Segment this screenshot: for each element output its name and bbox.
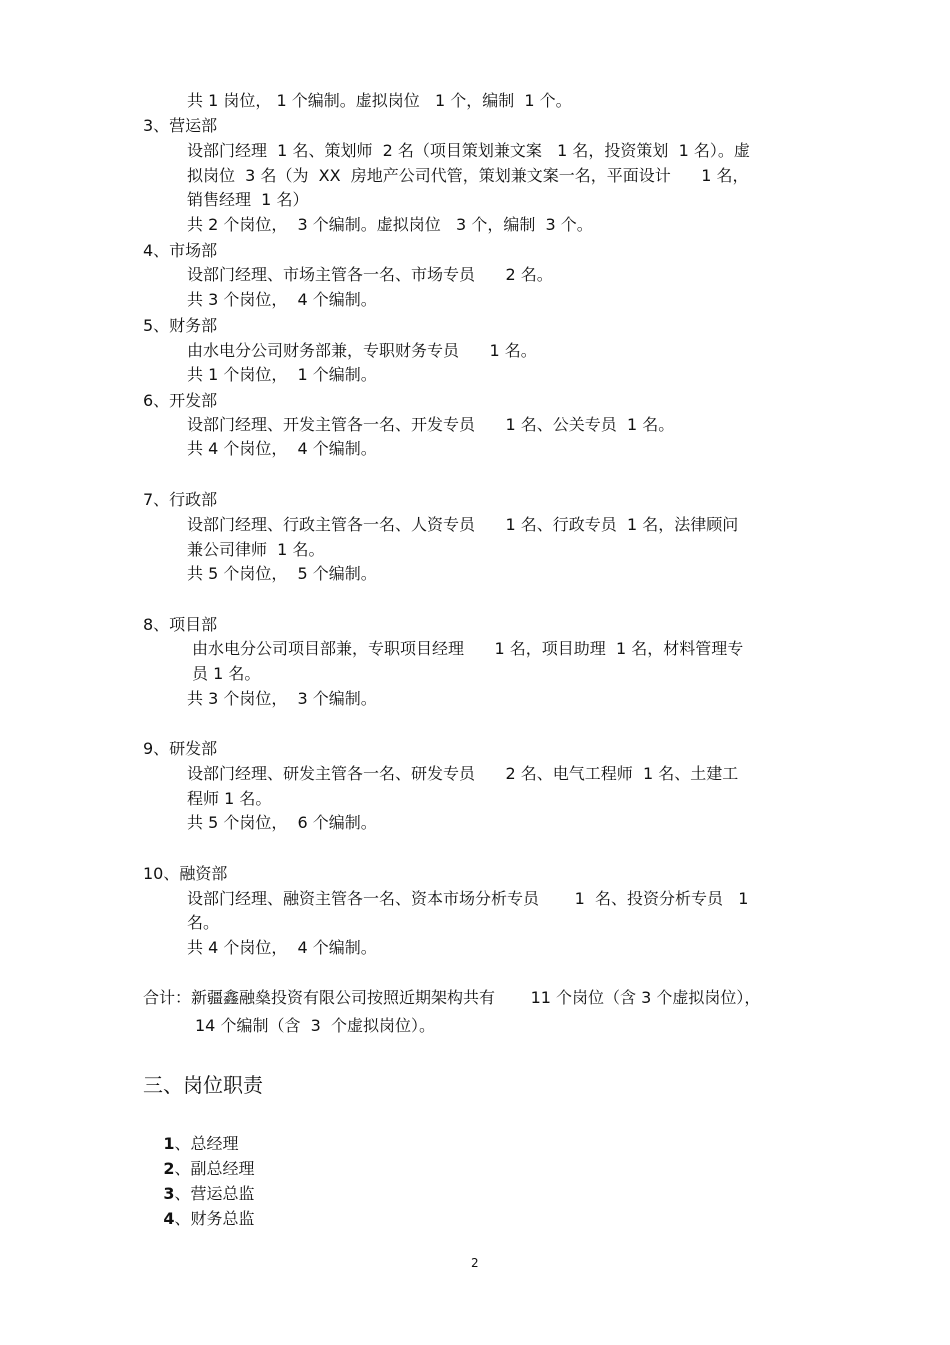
dept-heading-xiangmu: 8、项目部 [143, 615, 218, 634]
total-summary-cont: 14 个编制（含 3 个虚拟岗位）。 [195, 1016, 435, 1035]
text-line: 共 5 个岗位， 6 个编制。 [187, 813, 377, 832]
total-summary: 合计：新疆鑫融燊投资有限公司按照近期架构共有 11 个岗位（含 3 个虚拟岗位）， [143, 988, 761, 1007]
duty-number: 4 [163, 1209, 175, 1228]
text-line: 共 5 个岗位， 5 个编制。 [187, 564, 377, 583]
dept-heading-yanfa: 9、研发部 [143, 739, 218, 758]
dept-heading-shichang: 4、市场部 [143, 241, 218, 260]
text-line: 共 3 个岗位， 3 个编制。 [187, 689, 377, 708]
text-line: 名。 [187, 913, 220, 932]
text-line: 员 1 名。 [192, 664, 261, 683]
text-line: 程师 1 名。 [187, 789, 272, 808]
text-line: 设部门经理、融资主管各一名、资本市场分析专员 1 名、投资分析专员 1 [187, 889, 749, 908]
text-line: 共 2 个岗位， 3 个编制。虚拟岗位 3 个，编制 3 个。 [187, 215, 593, 234]
duty-number: 1 [163, 1134, 175, 1153]
text-line: 拟岗位 3 名（为 XX 房地产公司代管，策划兼文案一名，平面设计 1 名， [187, 166, 749, 185]
duty-item [143, 1186, 255, 1252]
text-line: 由水电分公司项目部兼，专职项目经理 1 名，项目助理 1 名，材料管理专 [192, 639, 744, 658]
text-line: 由水电分公司财务部兼，专职财务专员 1 名。 [187, 341, 537, 360]
text-line: 共 1 岗位， 1 个编制。虚拟岗位 1 个，编制 1 个。 [187, 91, 572, 110]
text-line: 销售经理 1 名） [187, 190, 309, 209]
text-line: 共 4 个岗位， 4 个编制。 [187, 439, 377, 458]
dept-heading-caiwu: 5、财务部 [143, 316, 218, 335]
text-line: 兼公司律师 1 名。 [187, 540, 325, 559]
dept-heading-yingyun: 3、营运部 [143, 116, 218, 135]
text-line: 共 1 个岗位， 1 个编制。 [187, 365, 377, 384]
duty-label: 、副总经理 [174, 1159, 255, 1178]
text-line: 设部门经理 1 名、策划师 2 名（项目策划兼文案 1 名，投资策划 1 名）。虚 [187, 141, 750, 160]
text-line: 设部门经理、市场主管各一名、市场专员 2 名。 [187, 265, 553, 284]
dept-heading-rongzi: 10、融资部 [143, 864, 228, 883]
duty-number: 2 [163, 1159, 175, 1178]
duty-label: 、营运总监 [174, 1184, 255, 1203]
section-title: 三、岗位职责 [143, 1073, 263, 1097]
duty-number: 3 [163, 1184, 175, 1203]
text-line: 共 3 个岗位， 4 个编制。 [187, 290, 377, 309]
text-line: 设部门经理、行政主管各一名、人资专员 1 名、行政专员 1 名，法律顾问 [187, 515, 739, 534]
duty-label: 、总经理 [174, 1134, 239, 1153]
duty-label: 、财务总监 [174, 1209, 255, 1228]
dept-heading-xingzheng: 7、行政部 [143, 490, 218, 509]
dept-heading-kaifa: 6、开发部 [143, 391, 218, 410]
page-number: 2 [471, 1256, 479, 1270]
text-line: 共 4 个岗位， 4 个编制。 [187, 938, 377, 957]
text-line: 设部门经理、开发主管各一名、开发专员 1 名、公关专员 1 名。 [187, 415, 675, 434]
text-line: 设部门经理、研发主管各一名、研发专员 2 名、电气工程师 1 名、土建工 [187, 764, 739, 783]
